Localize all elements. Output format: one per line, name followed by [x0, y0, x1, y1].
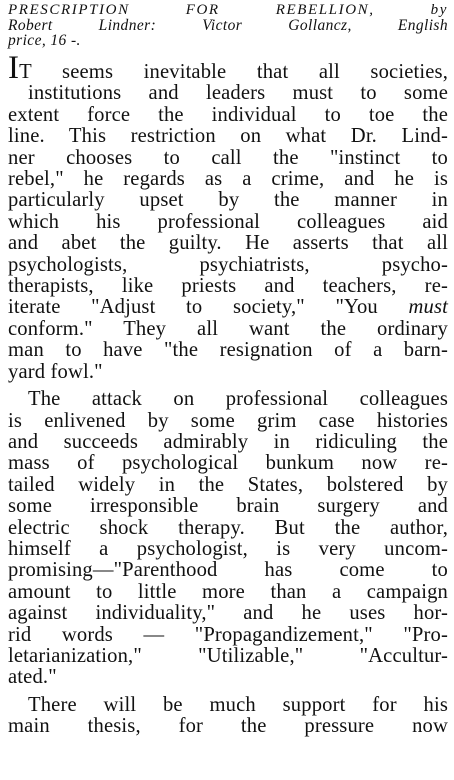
text-line: mass of psychological bunkum now re-: [8, 452, 448, 475]
text-line: psychologists, psychiatrists, psycho-: [8, 253, 448, 276]
text-line: line. This restriction on what Dr. Lind-: [8, 125, 448, 148]
text-line: tailed widely in the States, bolstered by: [8, 473, 448, 496]
paragraph-3: [8, 695, 448, 738]
text-line: and succeeds admirably in ridiculing the: [8, 430, 448, 453]
drop-cap: I: [8, 50, 20, 86]
book-title-line: [8, 2, 448, 18]
text-line: is enlivened by some grim case histories: [8, 409, 448, 432]
review-article: [8, 2, 448, 738]
review-body: [8, 50, 448, 738]
text-line: rebel," he regards as a crime, and he is: [8, 168, 448, 191]
book-author-line: Robert Lindner: Victor Gollancz, English: [8, 17, 448, 34]
text-line: iterate "Adjust to society," "You must: [8, 296, 448, 319]
text-line: main thesis, for the pressure now: [8, 715, 448, 738]
text-line: and abet the guilty. He asserts that all: [8, 232, 448, 255]
text-line: particularly upset by the manner in: [8, 189, 448, 212]
book-citation: [8, 2, 448, 48]
text-line: IT seems inevitable that all societies,: [8, 50, 448, 86]
text-line: The attack on professional colleagues: [28, 388, 448, 411]
book-price-line: price, 16 -.: [8, 32, 81, 49]
text-line: therapists, like priests and teachers, re-: [8, 275, 448, 298]
paragraph-2: [8, 389, 448, 689]
text-line: conform." They all want the ordinary: [8, 317, 448, 340]
text-line: yard fowl.": [8, 360, 103, 383]
paragraph-1: [8, 50, 448, 383]
text-line: letarianization," "Utilizable," "Accultur-: [8, 644, 448, 667]
text-line: which his professional colleagues aid: [8, 210, 448, 233]
text-line: man to have "the resignation of a barn-: [8, 339, 448, 362]
text-line: against individuality," and he uses hor-: [8, 602, 448, 625]
emphasis-word: must: [408, 296, 448, 319]
text-line: some irresponsible brain surgery and: [8, 495, 448, 518]
text-line: electric shock therapy. But the author,: [8, 516, 448, 539]
book-title: PRESCRIPTION FOR REBELLION, by: [8, 2, 448, 18]
text-line: ner chooses to call the "instinct to: [8, 146, 448, 169]
text-line: himself a psychologist, is very uncom-: [8, 537, 448, 560]
text-line: extent force the individual to toe the: [8, 103, 448, 126]
text-line: rid words — "Propagandizement," "Pro-: [8, 623, 448, 646]
text-line: amount to little more than a campaign: [8, 580, 448, 603]
text-line: institutions and leaders must to some: [28, 82, 448, 105]
text-line: ated.": [8, 666, 57, 689]
text-line: promising—"Parenthood has come to: [8, 559, 448, 582]
text-line: There will be much support for his: [28, 693, 448, 716]
